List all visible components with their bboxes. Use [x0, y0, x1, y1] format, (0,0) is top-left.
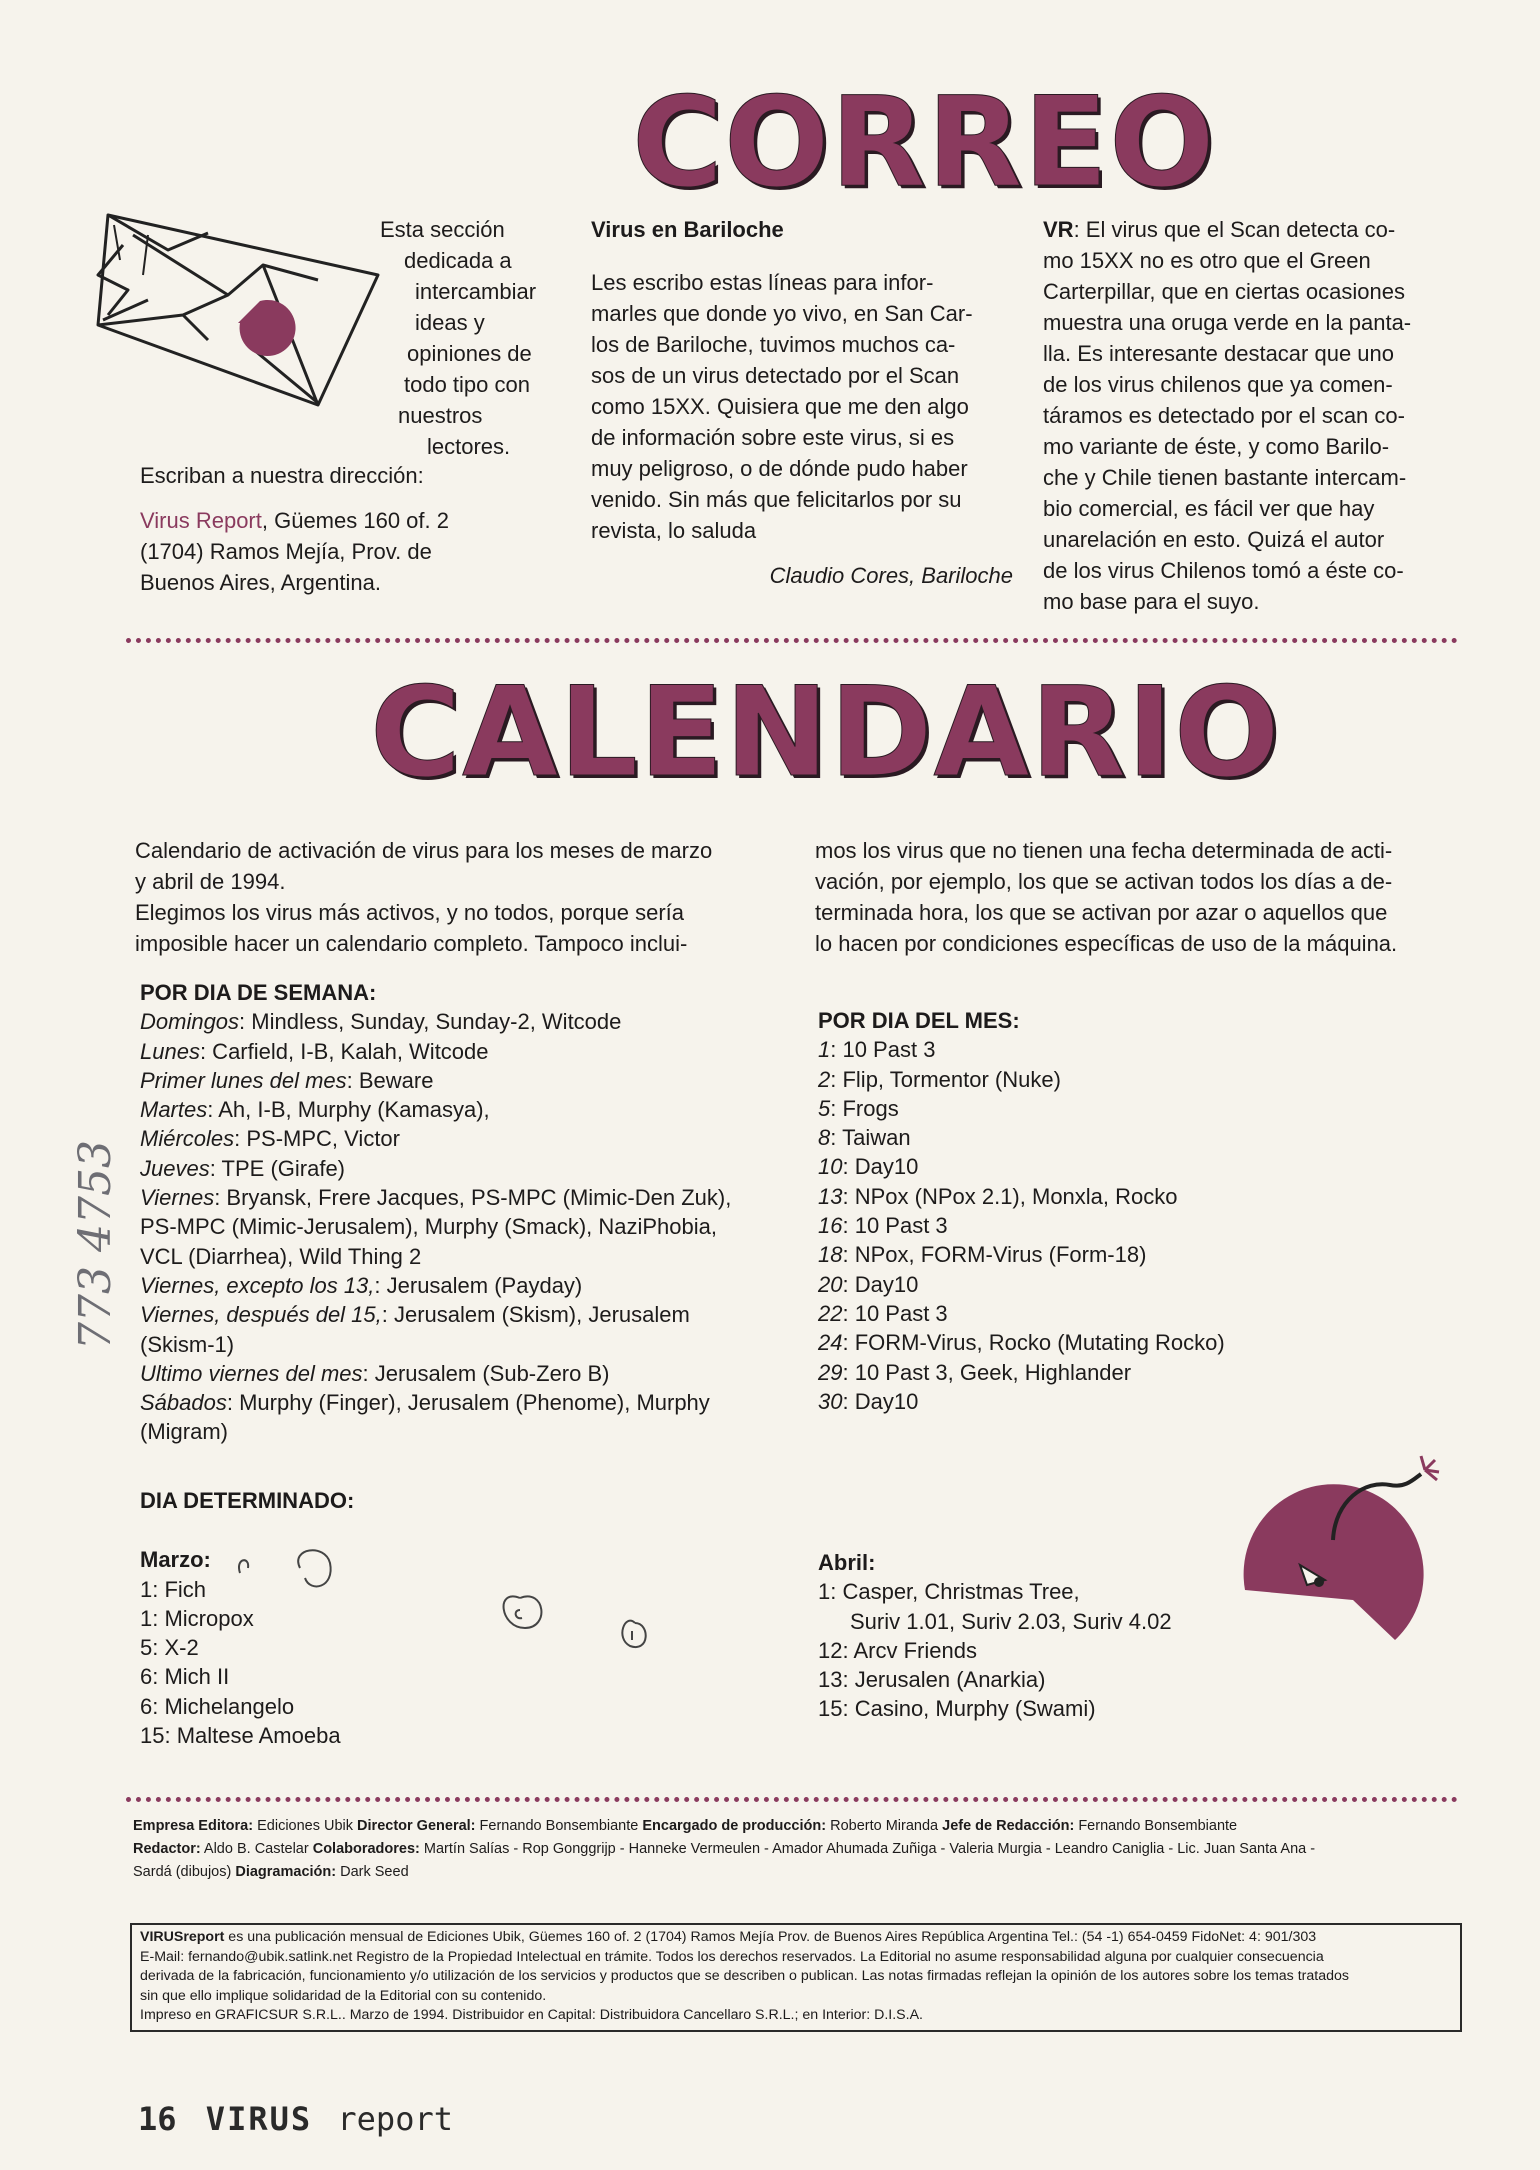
intro-line: nuestros	[398, 403, 483, 428]
letter-line: de información sobre este virus, si es	[591, 425, 955, 450]
month-row	[818, 1094, 1438, 1123]
reply-line: unarelación en esto. Quizá el autor	[1043, 527, 1385, 552]
month-day: 8	[818, 1125, 831, 1151]
month-heading: POR DIA DEL MES:	[818, 1008, 1020, 1033]
month-row	[818, 1123, 1438, 1152]
credit-role: Encargado de producción:	[642, 1818, 827, 1834]
reply-line: mo 15XX no es otro que el Green	[1043, 248, 1371, 273]
letter-signature: Claudio Cores, Bariloche	[769, 563, 1013, 588]
handwritten-number: 773 4753	[70, 1140, 121, 1350]
week-text: : Ah, I-B, Murphy (Kamasya),	[207, 1097, 490, 1123]
week-text: PS-MPC (Mimic-Jerusalem), Murphy (Smack), NaziPhobia,	[140, 1214, 717, 1240]
letter-line: muy peligroso, o de dónde pudo haber	[591, 456, 968, 481]
month-day: 10	[818, 1154, 843, 1180]
section-divider	[126, 638, 1458, 643]
week-text: : Jerusalem (Payday)	[374, 1272, 583, 1298]
reply-line: : El virus que el Scan detecta co-	[1073, 217, 1396, 242]
credits-block	[133, 1815, 1463, 1884]
month-text: : FORM-Virus, Rocko (Mutating Rocko)	[842, 1330, 1225, 1356]
month-day: 5	[818, 1095, 831, 1121]
intro-line: lectores.	[427, 434, 511, 459]
week-text: : Jerusalem (Skism), Jerusalem	[381, 1302, 690, 1328]
credit-role: Empresa Editora:	[133, 1818, 254, 1834]
page-number: 16	[138, 2100, 177, 2138]
intro-line: todo tipo con	[404, 372, 530, 397]
legal-line: sin que ello implique solidaridad de la Editorial con su contenido.	[140, 1987, 547, 2004]
week-text: (Migram)	[140, 1419, 228, 1445]
week-text: (Skism-1)	[140, 1331, 235, 1357]
april-item: 1: Casper, Christmas Tree,	[818, 1579, 1080, 1605]
footer-brand-suffix: report	[337, 2100, 453, 2138]
credit-role: Director General:	[357, 1818, 476, 1834]
week-text: : Jerusalem (Sub-Zero B)	[362, 1360, 610, 1386]
week-row	[140, 1300, 790, 1329]
week-row	[140, 1037, 790, 1066]
week-label: Ultimo viernes del mes	[140, 1360, 363, 1386]
month-text: : 10 Past 3, Geek, Highlander	[842, 1359, 1132, 1385]
scribble-doodles	[230, 1528, 680, 1688]
legal-line: es una publicación mensual de Ediciones Ubik, Güemes 160 of. 2 (1704) Ramos Mejía Prov. de Buenos Aires República Argentina Tel.: (54 -1) 654-0459 FidoNet: 4: 901/303	[224, 1929, 1317, 1945]
month-row	[818, 1065, 1438, 1094]
week-row	[140, 1124, 790, 1153]
april-item: 12: Arcv Friends	[818, 1637, 977, 1663]
letter-line: Les escribo estas líneas para infor-	[591, 270, 934, 295]
address-line: , Güemes 160 of. 2	[261, 508, 449, 533]
march-item: 1: Fich	[140, 1576, 207, 1602]
credit-names: Ediciones Ubik	[253, 1818, 358, 1834]
credits-line	[133, 1815, 1463, 1838]
intro-line: opiniones de	[407, 341, 532, 366]
letter-title: Virus en Bariloche	[591, 217, 784, 242]
march-item: 6: Michelangelo	[140, 1693, 295, 1719]
week-label: Martes	[140, 1097, 208, 1123]
march-heading: Marzo:	[140, 1547, 211, 1573]
intro-paragraph-line: y abril de 1994.	[135, 869, 286, 894]
month-day: 1	[818, 1037, 831, 1063]
reply-line: lla. Es interesante destacar que uno	[1043, 341, 1395, 366]
write-to: Escriban a nuestra dirección:	[140, 463, 424, 488]
week-row	[140, 1330, 790, 1359]
month-row	[818, 1328, 1438, 1357]
week-row	[140, 1388, 790, 1417]
month-day: 24	[818, 1330, 843, 1356]
month-row	[818, 1211, 1438, 1240]
week-row	[140, 1183, 790, 1212]
week-heading: POR DIA DE SEMANA:	[140, 980, 377, 1005]
intro-paragraph-line: lo hacen por condiciones específicas de uso de la máquina.	[815, 931, 1398, 956]
week-row	[140, 1212, 790, 1241]
week-label: Sábados	[140, 1390, 227, 1416]
reply-line: mo base para el suyo.	[1043, 589, 1260, 614]
month-text: : NPox (NPox 2.1), Monxla, Rocko	[842, 1183, 1178, 1209]
month-text: : Flip, Tormentor (Nuke)	[830, 1066, 1061, 1092]
month-row	[818, 1387, 1438, 1416]
reply-line: muestra una oruga verde en la panta-	[1043, 310, 1412, 335]
april-item: 13: Jerusalen (Anarkia)	[818, 1667, 1046, 1693]
address-line: (1704) Ramos Mejía, Prov. de	[140, 539, 432, 564]
intro-paragraph-line: terminada hora, los que se activan por azar o aquellos que	[815, 900, 1388, 925]
letter-line: revista, lo saluda	[591, 518, 757, 543]
credit-names: Fernando Bonsembiante	[475, 1818, 643, 1834]
month-day: 30	[818, 1388, 843, 1414]
handwritten-note	[70, 1090, 130, 1350]
determined-right	[818, 1548, 1278, 1724]
letter-line: los de Bariloche, tuvimos muchos ca-	[591, 332, 956, 357]
credit-names: Sardá (dibujos)	[133, 1864, 236, 1880]
week-row	[140, 1154, 790, 1183]
address-line: Buenos Aires, Argentina.	[140, 570, 381, 595]
april-heading: Abril:	[818, 1550, 876, 1575]
legal-line: Impreso en GRAFICSUR S.R.L.. Marzo de 1994. Distribuidor en Capital: Distribuidora Cancellaro S.R.L.; en Interior: D.I.S.A.	[140, 2007, 923, 2024]
week-label: Viernes, después del 15,	[140, 1302, 382, 1328]
reply-label: VR	[1043, 217, 1074, 242]
reply-line: bio comercial, es fácil ver que hay	[1043, 496, 1375, 521]
april-item: 15: Casino, Murphy (Swami)	[818, 1696, 1096, 1722]
credit-role: Diagramación:	[235, 1864, 337, 1880]
letter-line: marles que donde yo vivo, en San Car-	[591, 301, 973, 326]
envelope-icon	[88, 205, 388, 420]
week-row	[140, 1066, 790, 1095]
intro-paragraph-line: vación, por ejemplo, los que se activan todos los días a de-	[815, 869, 1393, 894]
intro-paragraph-line: Elegimos los virus más activos, y no todos, porque sería	[135, 900, 685, 925]
month-text: : Day10	[842, 1154, 919, 1180]
month-day: 16	[818, 1213, 843, 1239]
credit-role: Redactor:	[133, 1841, 201, 1857]
legal-brand: VIRUSreport	[140, 1929, 225, 1945]
month-row	[818, 1035, 1438, 1064]
month-day: 29	[818, 1359, 843, 1385]
week-text: : Carfield, I-B, Kalah, Witcode	[199, 1038, 489, 1064]
month-list	[818, 1006, 1438, 1416]
week-row	[140, 1359, 790, 1388]
march-item: 6: Mich II	[140, 1664, 230, 1690]
week-label: Miércoles	[140, 1126, 235, 1152]
credit-role: Jefe de Redacción:	[942, 1818, 1075, 1834]
credit-names: Dark Seed	[336, 1864, 409, 1880]
week-row	[140, 1095, 790, 1124]
reply-line: de los virus Chilenos tomó a éste co-	[1043, 558, 1404, 583]
reply-line: mo variante de éste, y como Barilo-	[1043, 434, 1390, 459]
month-row	[818, 1240, 1438, 1269]
week-text: : Beware	[346, 1067, 434, 1093]
month-day: 2	[818, 1066, 831, 1092]
page-footer	[138, 2100, 453, 2138]
month-text: : Taiwan	[830, 1125, 911, 1151]
month-text: : NPox, FORM-Virus (Form-18)	[842, 1242, 1147, 1268]
legal-line: derivada de la fabricación, funcionamiento y/o utilización de los servicios y productos que se describen o publican. Las notas firmadas reflejan la opinión de los autores sobre los temas tratados	[140, 1968, 1349, 1985]
march-item: 5: X-2	[140, 1635, 199, 1661]
intro-line: ideas y	[415, 310, 485, 335]
correo-title: CORREO	[632, 71, 1216, 215]
intro-line: dedicada a	[404, 248, 512, 273]
week-label: Jueves	[140, 1155, 210, 1181]
month-day: 20	[818, 1271, 843, 1297]
week-text: : PS-MPC, Victor	[234, 1126, 400, 1152]
reply-line: che y Chile tienen bastante intercam-	[1043, 465, 1407, 490]
month-text: : Day10	[842, 1388, 919, 1414]
week-label: Viernes	[140, 1185, 215, 1211]
correo-address	[140, 460, 530, 598]
intro-line: intercambiar	[415, 279, 537, 304]
april-item: Suriv 1.01, Suriv 2.03, Suriv 4.02	[850, 1608, 1172, 1634]
month-text: : Frogs	[830, 1095, 899, 1121]
month-text: : 10 Past 3	[842, 1213, 948, 1239]
credit-names: Roberto Miranda	[826, 1818, 943, 1834]
credit-names: Aldo B. Castelar	[200, 1841, 313, 1857]
correo-intro	[380, 214, 536, 462]
intro-paragraph-line: Calendario de activación de virus para los meses de marzo	[135, 838, 713, 863]
week-label: Domingos	[140, 1009, 240, 1035]
intro-paragraph-line: mos los virus que no tienen una fecha determinada de acti-	[815, 838, 1393, 863]
footer-brand: VIRUS	[205, 2100, 313, 2138]
month-text: : 10 Past 3	[830, 1037, 936, 1063]
brand-name: Virus Report	[140, 508, 262, 533]
week-text: : Mindless, Sunday, Sunday-2, Witcode	[239, 1009, 622, 1035]
calendario-title: CALENDARIO	[370, 661, 1281, 805]
month-row	[818, 1152, 1438, 1181]
week-row	[140, 1417, 790, 1446]
letter-line: venido. Sin más que felicitarlos por su	[591, 487, 962, 512]
week-row	[140, 1242, 790, 1271]
march-item: 15: Maltese Amoeba	[140, 1723, 341, 1749]
legal-line: E-Mail: fernando@ubik.satlink.net Registro de la Propiedad Intelectual en trámite. Todos los derechos reservados. La Editorial no asume responsabilidad alguna por cualquier consecuencia	[140, 1948, 1324, 1965]
week-text: : Bryansk, Frere Jacques, PS-MPC (Mimic-Den Zuk),	[214, 1185, 732, 1211]
letter-column	[591, 214, 1013, 591]
march-item: 1: Micropox	[140, 1605, 254, 1631]
week-text: : Murphy (Finger), Jerusalem (Phenome), Murphy	[226, 1390, 710, 1416]
credits-divider	[126, 1797, 1458, 1802]
month-text: : Day10	[842, 1271, 919, 1297]
month-day: 18	[818, 1242, 843, 1268]
letter-line: como 15XX. Quisiera que me den algo	[591, 394, 969, 419]
week-row	[140, 1007, 790, 1036]
credit-role: Colaboradores:	[312, 1841, 420, 1857]
reply-line: táramos es detectado por el scan co-	[1043, 403, 1405, 428]
reply-line: Carterpillar, que en ciertas ocasiones	[1043, 279, 1405, 304]
credits-line	[133, 1838, 1463, 1861]
month-day: 13	[818, 1183, 843, 1209]
intro-line: Esta sección	[380, 217, 505, 242]
calendar-intro-right	[815, 835, 1465, 959]
intro-paragraph-line: imposible hacer un calendario completo. Tampoco inclui-	[135, 931, 688, 956]
credit-names: Fernando Bonsembiante	[1074, 1818, 1238, 1834]
month-row	[818, 1182, 1438, 1211]
determined-heading: DIA DETERMINADO:	[140, 1488, 355, 1513]
credit-names: Martín Salías - Rop Gonggrijp - Hanneke Vermeulen - Amador Ahumada Zuñiga - Valeria Murgia - Leandro Caniglia - Lic. Juan Santa Ana -	[419, 1841, 1316, 1857]
reply-column	[1043, 214, 1463, 617]
month-text: : 10 Past 3	[842, 1300, 948, 1326]
month-row	[818, 1358, 1438, 1387]
legal-box	[130, 1923, 1462, 2032]
credits-line	[133, 1861, 1463, 1884]
week-label: Viernes, excepto los 13,	[140, 1272, 375, 1298]
bomb-icon	[1225, 1440, 1485, 1720]
month-day: 22	[818, 1300, 843, 1326]
calendar-intro-left	[135, 835, 780, 959]
reply-line: de los virus chilenos que ya comen-	[1043, 372, 1393, 397]
letter-line: sos de un virus detectado por el Scan	[591, 363, 960, 388]
week-text: VCL (Diarrhea), Wild Thing 2	[140, 1243, 422, 1269]
week-list	[140, 978, 790, 1447]
week-row	[140, 1271, 790, 1300]
week-text: : TPE (Girafe)	[209, 1155, 346, 1181]
week-label: Primer lunes del mes	[140, 1067, 347, 1093]
month-row	[818, 1299, 1438, 1328]
week-label: Lunes	[140, 1038, 200, 1064]
month-row	[818, 1270, 1438, 1299]
